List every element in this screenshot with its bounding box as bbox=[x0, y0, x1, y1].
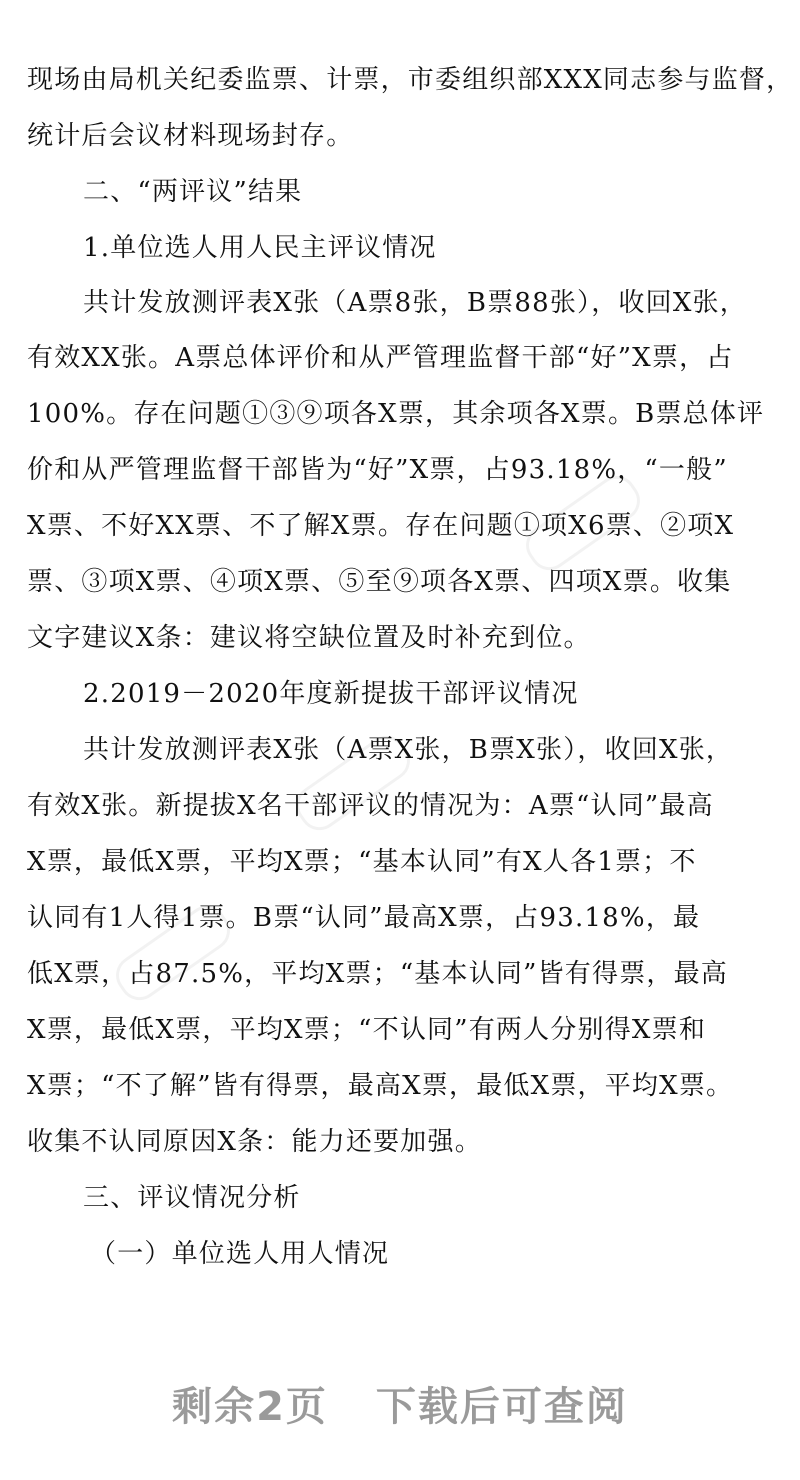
subsection-heading: 1.单位选人用人民主评议情况 bbox=[83, 233, 437, 263]
paragraph-line: 票、③项X票、④项X票、⑤至⑨项各X票、四项X票。收集 bbox=[27, 567, 732, 597]
paragraph-line: X票；“不了解”皆有得票，最高X票，最低X票，平均X票。 bbox=[27, 1071, 734, 1101]
download-prompt-banner[interactable] bbox=[0, 1372, 800, 1442]
remaining-pages-text: 剩余2页 bbox=[172, 1384, 328, 1430]
subsection-heading: （一）单位选人用人情况 bbox=[90, 1239, 390, 1269]
paragraph-line: 100%。存在问题①③⑨项各X票，其余项各X票。B票总体评 bbox=[27, 399, 765, 429]
paragraph-line: 价和从严管理监督干部皆为“好”X票，占93.18%，“一般” bbox=[27, 455, 728, 485]
paragraph-line: 有效X张。新提拔X名干部评议的情况为：A票“认同”最高 bbox=[27, 791, 714, 821]
paragraph-line: 有效XX张。A票总体评价和从严管理监督干部“好”X票，占 bbox=[27, 343, 734, 373]
paragraph-line: 认同有1人得1票。B票“认同”最高X票，占93.18%，最 bbox=[27, 903, 701, 933]
subsection-heading: 2.2019－2020年度新提拔干部评议情况 bbox=[83, 679, 579, 709]
paragraph-line: 共计发放测评表X张（A票X张，B票X张），收回X张， bbox=[83, 735, 734, 765]
paragraph-line: 文字建议X条：建议将空缺位置及时补充到位。 bbox=[27, 623, 591, 653]
section-heading: 二、“两评议”结果 bbox=[83, 177, 303, 207]
paragraph-line: 收集不认同原因X条：能力还要加强。 bbox=[27, 1127, 482, 1157]
paragraph-line: 现场由局机关纪委监票、计票，市委组织部XXX同志参与监督， bbox=[27, 65, 794, 95]
paragraph-line: 低X票，占87.5%，平均X票；“基本认同”皆有得票，最高 bbox=[27, 959, 728, 989]
paragraph-line: X票，最低X票，平均X票；“基本认同”有X人各1票；不 bbox=[27, 847, 697, 877]
paragraph-line: X票，最低X票，平均X票；“不认同”有两人分别得X票和 bbox=[27, 1015, 707, 1045]
paragraph-line: 统计后会议材料现场封存。 bbox=[27, 121, 354, 151]
section-heading: 三、评议情况分析 bbox=[83, 1183, 301, 1213]
paragraph-line: 共计发放测评表X张（A票8张，B票88张），收回X张， bbox=[83, 288, 747, 318]
paragraph-line: X票、不好XX票、不了解X票。存在问题①项X6票、②项X bbox=[27, 511, 735, 541]
download-to-view-text: 下载后可查阅 bbox=[375, 1384, 628, 1430]
